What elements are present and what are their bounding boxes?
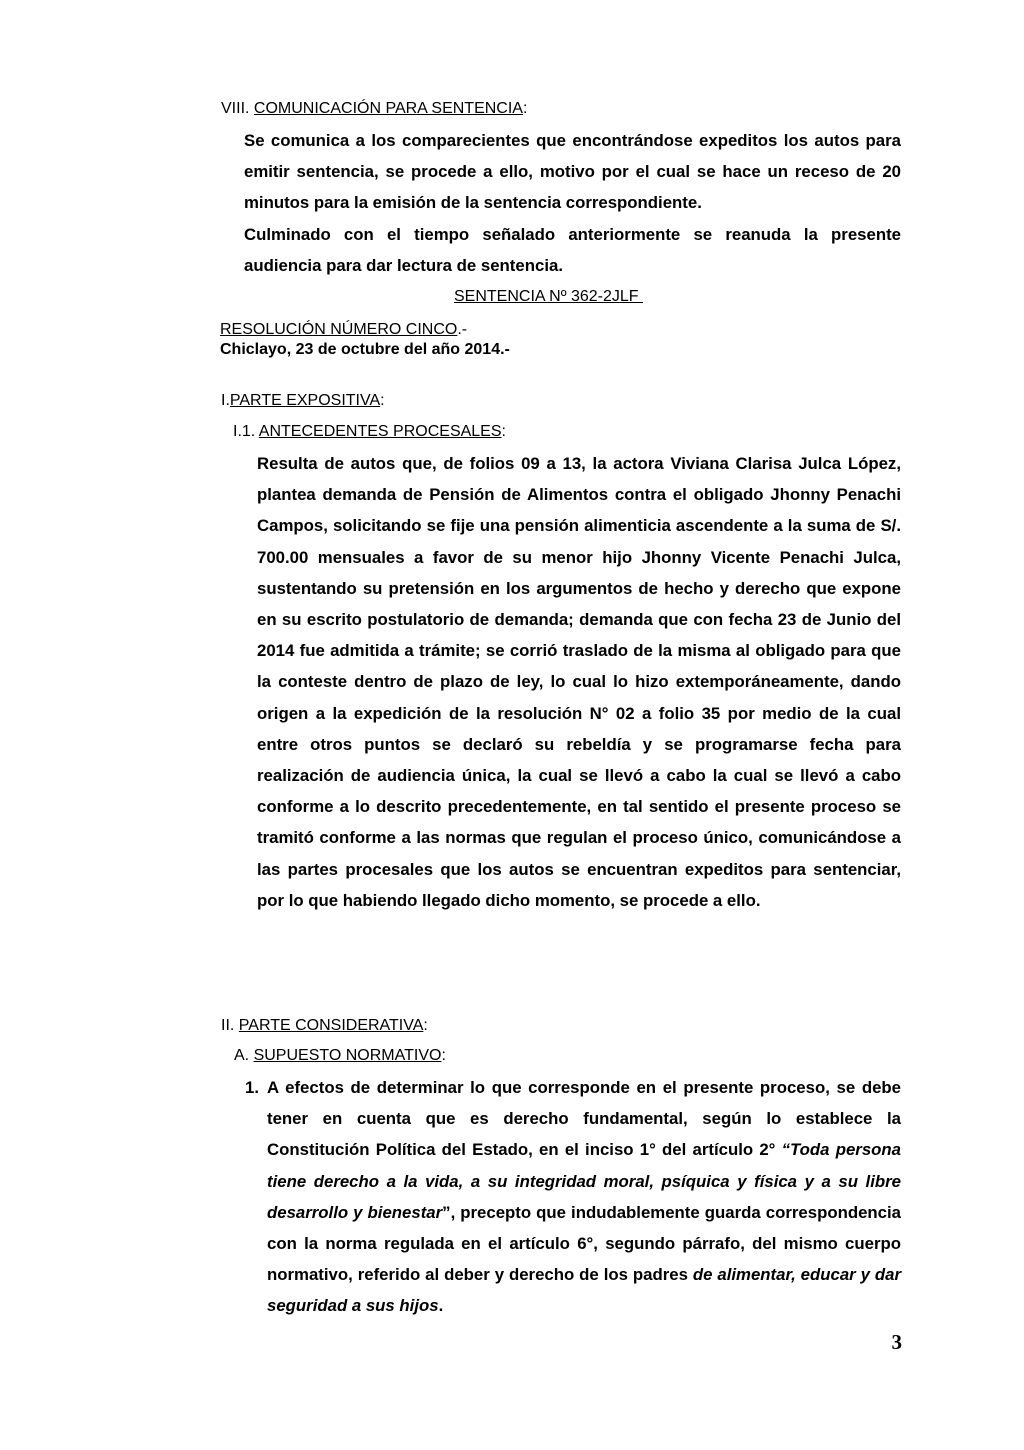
section-viii-suffix: : [522,100,528,117]
item-1-paragraph [267,1072,901,1322]
resolucion-title: RESOLUCIÓN NÚMERO CINCO [220,321,458,338]
sub-a-numeral: A. [234,1047,254,1064]
item-1-number: 1. [245,1078,259,1097]
sub-i1-heading [233,422,506,442]
section-viii-heading [221,99,527,119]
page-number: 3 [891,1330,902,1354]
sub-a-heading [234,1046,446,1066]
section-viii-paragraph-1: Se comunica a los comparecientes que encontrándose expeditos los autos para emitir sentencia, se procede a ello, motivo por el cual se hace un receso de 20 minutos para la emisión de la sentencia correspondiente. [244,131,901,213]
sub-i1-numeral: I.1. [233,423,259,440]
part-i-numeral: I. [221,392,230,409]
section-viii-paragraph-2: Culminado con el tiempo señalado anteriormente se reanuda la presente audiencia para dar lectura de sentencia. [244,225,901,276]
part-i-heading [221,391,385,411]
part-i-title: PARTE EXPOSITIVA [229,392,381,409]
part-i-suffix: : [380,392,385,409]
item-1-text-b: ”, precepto que indudablemente guarda correspondencia con la norma regulada en el artículo 6°, segundo párrafo, del mismo cuerpo normativo, referido al deber y derecho de los padres [267,1202,901,1285]
date-line: Chiclayo, 23 de octubre del año 2014.- [220,341,510,358]
part-ii-numeral: II. [221,1017,239,1034]
sub-i1-suffix: : [501,423,506,440]
section-viii-title: COMUNICACIÓN PARA SENTENCIA [253,100,523,117]
sub-i1-title: ANTECEDENTES PROCESALES [258,423,502,440]
item-1-text-a: A efectos de determinar lo que corresponde en el presente proceso, se debe tener en cuenta que es derecho fundamental, según lo establece la Constitución Política del Estado, en el inciso 1° del artículo 2° [267,1078,901,1160]
resolucion-heading [220,320,467,340]
sub-a-title: SUPUESTO NORMATIVO [253,1047,442,1064]
part-ii-title: PARTE CONSIDERATIVA [238,1017,424,1034]
item-1-text-c: . [438,1296,444,1316]
resolucion-suffix: .- [457,321,468,338]
section-viii-numeral: VIII. [221,100,254,117]
part-ii-suffix: : [423,1017,428,1034]
item-1-italic-end: de alimentar, educar y dar seguridad a sus hijos [267,1265,902,1316]
part-ii-heading [221,1016,428,1036]
item-1-quote: “Toda persona tiene derecho a la vida, a su integridad moral, psíquica y física y a su libre desarrollo y bienestar [267,1140,902,1222]
antecedentes-paragraph: Resulta de autos que, de folios 09 a 13, la actora Viviana Clarisa Julca López, plantea demanda de Pensión de Alimentos contra el obligado Jhonny Penachi Campos, solicitando se fije una pensión alimenticia ascendente a la suma de S/. 700.00 mensuales a favor de su menor hijo Jhonny Vicente Penachi Julca, sustentando su pretensión en los argumentos de hecho y derecho que expone en su escrito postulatorio de demanda; demanda que con fecha 23 de Junio del 2014 fue admitida a trámite; se corrió traslado de la misma al obligado para que la conteste dentro de plazo de ley, lo cual lo hizo extemporáneamente, dando origen a la expedición de la resolución N° 02 a folio 35 por medio de la cual entre otros puntos se declaró su rebeldía y se programarse fecha para realización de audiencia única, la cual se llevó a cabo la cual se llevó a cabo conforme a lo descrito precedentemente, en tal sentido el presente proceso se tramitó conforme a las normas que regulan el proceso único, comunicándose a las partes procesales que los autos se encuentran expeditos para sentenciar, por lo que habiendo llegado dicho momento, se procede a ello. [257,454,901,910]
sub-a-suffix: : [441,1047,446,1064]
sentencia-heading: SENTENCIA Nº 362-2JLF [454,288,644,305]
